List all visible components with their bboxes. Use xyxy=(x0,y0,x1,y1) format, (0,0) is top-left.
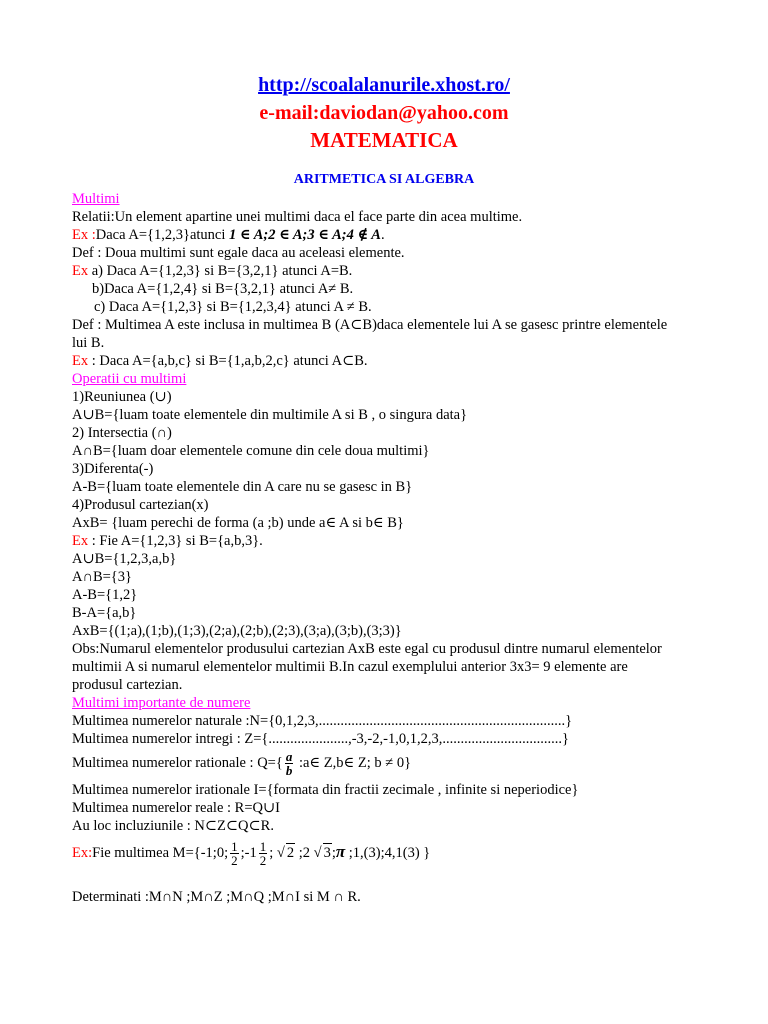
site-url-link[interactable] xyxy=(0,74,768,97)
ex-label: Ex : xyxy=(72,227,96,243)
rationale-suffix: :a∈ Z,b∈ Z; b ≠ 0} xyxy=(295,754,412,771)
ex-label: Ex xyxy=(72,353,89,369)
heading-multimi: Multimi xyxy=(72,191,120,207)
heading-multimi-numere: Multimi importante de numere xyxy=(72,695,251,711)
fraction-one-half xyxy=(259,840,268,867)
text-def-inclusa: Def : Multimea A este inclusa in multimea B (A⊂B)daca elementele lui A se gasesc printre elementele xyxy=(72,317,668,333)
ex-label: Ex xyxy=(72,533,89,549)
text-obs-3: produsul cartezian. xyxy=(72,677,183,693)
section-title: ARITMETICA SI ALGEBRA xyxy=(293,172,475,187)
ex-text: ;1,(3);4,1(3) } xyxy=(345,844,431,861)
sqrt-radicand: 3 xyxy=(323,844,331,861)
result-diferenta-ba: B-A={a,b} xyxy=(72,605,137,621)
text-naturale: Multimea numerelor naturale :N={0,1,2,3,....................................................................} xyxy=(72,713,573,729)
result-intersectie: A∩B={3} xyxy=(72,569,132,585)
heading-operatii: Operatii cu multimi xyxy=(72,371,187,387)
ex-label: Ex: xyxy=(72,844,93,861)
text-reale: Multimea numerelor reale : R=Q∪I xyxy=(72,800,280,816)
sqrt-radicand: 2 xyxy=(286,844,295,861)
page-title: MATEMATICA xyxy=(310,128,458,152)
fraction-numerator: 1 xyxy=(231,839,238,854)
text-produs-def: AxB= {luam perechi de forma (a ;b) unde a∈ A si b∈ B} xyxy=(72,515,404,531)
text-incluziuni: Au loc incluziunile : N⊂Z⊂Q⊂R. xyxy=(72,818,274,834)
text-obs-2: multimii A si numarul elementelor multimii B.In cazul exemplului anterior 3x3= 9 elemente are xyxy=(72,659,628,675)
text-diferenta-def: A-B={luam toate elementele din A care nu se gasesc in B} xyxy=(72,479,413,495)
result-reuniune: A∪B={1,2,3,a,b} xyxy=(72,551,177,567)
text-intregi: Multimea numerelor intregi : Z={......................,-3,-2,-1,0,1,2,3,.................................} xyxy=(72,731,569,747)
example-apartenenta xyxy=(72,226,385,244)
example-egalitate-a xyxy=(72,262,352,280)
sqrt-sign: ;2 √ xyxy=(295,844,322,861)
text-determinati: Determinati :M∩N ;M∩Z ;M∩Q ;M∩I si M ∩ R. xyxy=(72,889,361,905)
text-def-egale: Def : Doua multimi sunt egale daca au aceleasi elemente. xyxy=(72,245,405,261)
fraction-denominator: 2 xyxy=(259,853,267,868)
example-multime-m xyxy=(72,840,430,867)
text-produs: 4)Produsul cartezian(x) xyxy=(72,497,209,513)
sqrt-sign: ; √ xyxy=(269,844,285,861)
pi-symbol: π xyxy=(335,841,346,861)
example-incluziune xyxy=(72,352,368,370)
text-intersectia-def: A∩B={luam doar elementele comune din cele doua multimi} xyxy=(72,443,430,459)
fraction-denominator: 2 xyxy=(231,853,238,868)
fraction-denominator: b xyxy=(285,763,293,778)
fraction-numerator: a xyxy=(285,749,293,764)
ex-text: ; xyxy=(331,844,336,861)
text-rationale xyxy=(72,750,411,777)
text-intersectia: 2) Intersectia (∩) xyxy=(72,425,172,441)
text-reuniunea-def: A∪B={luam toate elementele din multimile A si B , o singura data} xyxy=(72,407,468,423)
ex-text: : Daca A={a,b,c} si B={1,a,b,2,c} atunci A⊂B. xyxy=(88,353,368,369)
text-irationale: Multimea numerelor irationale I={formata din fractii zecimale , infinite si neperiodice} xyxy=(72,782,579,798)
text-obs-1: Obs:Numarul elementelor produsului cartezian AxB este egal cu produsul dintre numarul elementelor xyxy=(72,641,662,657)
site-url-text[interactable]: http://scoalalanurile.xhost.ro/ xyxy=(258,74,510,96)
ex-text: : Fie A={1,2,3} si B={a,b,3}. xyxy=(88,533,263,549)
example-egalitate-b: b)Daca A={1,2,4} si B={3,2,1} atunci A≠ B. xyxy=(92,281,354,297)
text-def-inclusa-cont: lui B. xyxy=(72,335,105,351)
text-reuniunea: 1)Reuniunea (∪) xyxy=(72,389,172,405)
ex-label: Ex xyxy=(72,263,89,279)
fraction-a-b xyxy=(285,750,294,777)
text-relatii: Relatii:Un element apartine unei multimi daca el face parte din acea multime. xyxy=(72,209,523,225)
email-line: e-mail:daviodan@yahoo.com xyxy=(259,102,509,124)
text-diferenta: 3)Diferenta(-) xyxy=(72,461,154,477)
ex-text: Daca A={1,2,3}atunci xyxy=(95,227,226,243)
ex-text: ;-1 xyxy=(240,844,257,861)
math-membership: 1 ∈ A;2 ∈ A;3 ∈ A;4 ∉ A xyxy=(229,227,381,243)
ex-text: Fie multimea M={-1;0; xyxy=(92,844,229,861)
period: . xyxy=(380,227,385,243)
ex-text: a) Daca A={1,2,3} si B={3,2,1} atunci A=B. xyxy=(88,263,353,279)
example-operatii xyxy=(72,532,263,550)
fraction-numerator: 1 xyxy=(259,839,267,854)
rationale-prefix: Multimea numerelor rationale : Q={ xyxy=(72,754,283,771)
fraction-one-half xyxy=(230,840,239,867)
result-produs: AxB={(1;a),(1;b),(1;3),(2;a),(2;b),(2;3),(3;a),(3;b),(3;3)} xyxy=(72,623,402,639)
example-egalitate-c: c) Daca A={1,2,3} si B={1,2,3,4} atunci A ≠ B. xyxy=(94,299,372,315)
result-diferenta-ab: A-B={1,2} xyxy=(72,587,138,603)
